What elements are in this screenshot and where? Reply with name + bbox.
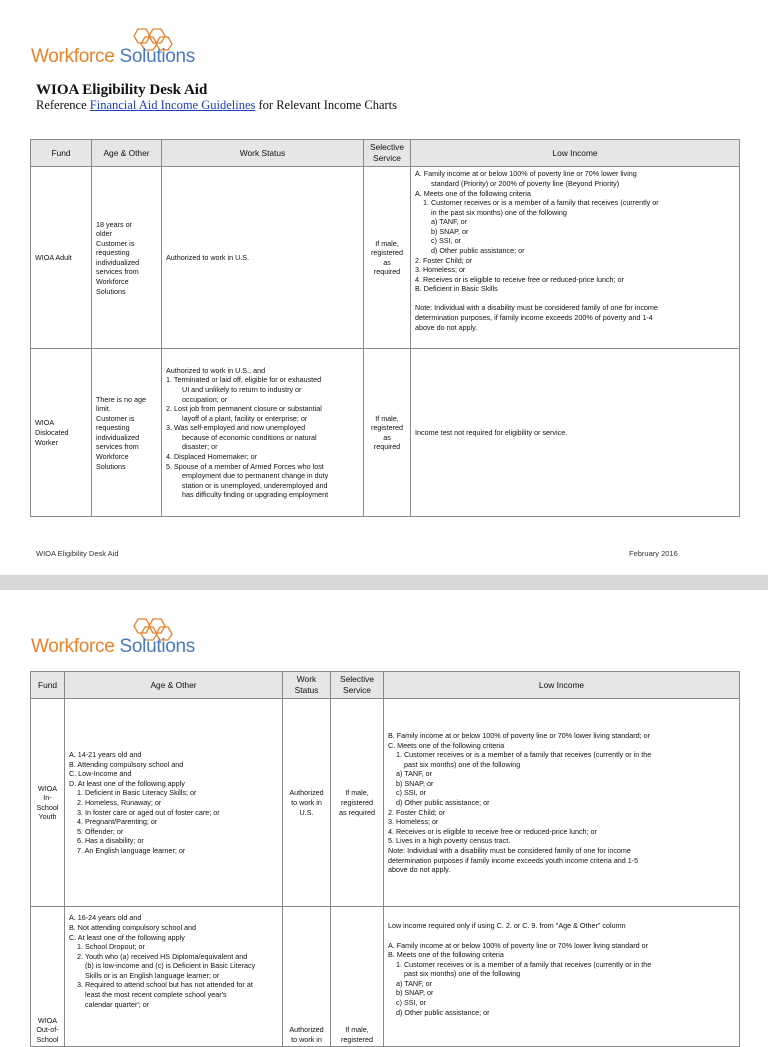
- cell-fund: WIOA Adult: [31, 167, 92, 349]
- text-line: determination purposes if family income exceeds youth income criteria and 1-5: [388, 855, 639, 865]
- logo-wordmark: [31, 636, 195, 658]
- header-age: Age & Other: [65, 672, 283, 699]
- text-line: There is no age: [96, 394, 146, 404]
- cell-work-status: Authorized to work in U.S.: [162, 167, 364, 349]
- header-selective-service: [331, 672, 384, 699]
- table-header-row: [31, 672, 740, 699]
- text-line: b) SNAP, or: [396, 778, 434, 788]
- text-line: If male,: [345, 788, 369, 798]
- text-line: c) SSI, or: [431, 236, 461, 246]
- text-line: Solutions: [96, 286, 126, 296]
- text-line: registered: [371, 248, 403, 258]
- text-line: Status: [294, 685, 319, 696]
- text-line: A. 16-24 years old and: [69, 913, 142, 923]
- text-line: Out-of-: [36, 1025, 59, 1035]
- text-line: In-: [43, 793, 52, 803]
- text-line: B. Family income at or below 100% of poverty line or 70% lower living standard; or: [388, 731, 651, 740]
- text-line: d) Other public assistance; or: [396, 1007, 490, 1017]
- text-line: Youth: [38, 812, 57, 822]
- text-line: B. Attending compulsory school and: [69, 759, 184, 769]
- text-line: Workforce: [96, 452, 129, 461]
- logo-wordmark: [31, 46, 195, 68]
- text-line: calendar quarter'; or: [85, 999, 150, 1009]
- text-line: 3. Was self-employed and now unemployed: [166, 423, 306, 433]
- text-line: station or is unemployed, underemployed and: [182, 480, 328, 490]
- text-line: occupation; or: [182, 394, 228, 404]
- cell-age: [92, 167, 162, 349]
- cell-fund: [31, 349, 92, 517]
- text-line: 6. Has a disability; or: [77, 836, 144, 846]
- text-line: 2. Homeless, Runaway; or: [77, 798, 162, 808]
- header-fund: Fund: [31, 140, 92, 167]
- text-line: has difficulty finding or upgrading employment: [182, 490, 329, 500]
- text-line: services from: [96, 442, 139, 452]
- cell-fund: [31, 907, 65, 1047]
- text-line: standard (Priority) or 200% of poverty line (Beyond Priority): [431, 178, 620, 188]
- text-line: disaster; or: [182, 442, 218, 452]
- text-line: d) Other public assistance; or: [396, 798, 490, 808]
- footer-title: WIOA Eligibility Desk Aid: [36, 549, 119, 558]
- text-line: WIOA: [35, 418, 55, 428]
- text-line: to work in: [291, 1034, 322, 1044]
- text-line: b) SNAP, or: [431, 226, 469, 236]
- text-line: Work: [296, 674, 317, 684]
- text-line: requesting: [96, 248, 130, 258]
- text-line: Service: [373, 153, 401, 164]
- cell-work-status: [283, 699, 331, 907]
- text-line: limit.: [96, 404, 111, 414]
- cell-low-income: Income test not required for eligibility or service.: [411, 349, 740, 517]
- text-line: Solutions: [119, 636, 195, 657]
- cell-selective-service: [364, 167, 411, 349]
- text-line: 2. Foster Child; or: [388, 807, 446, 817]
- header-work-status: [283, 672, 331, 699]
- text-line: 4. Receives or is eligible to receive free or reduced-price lunch; or: [415, 274, 624, 284]
- text-line: to work in: [291, 798, 322, 808]
- text-line: Authorized: [289, 1025, 324, 1035]
- document-subtitle: [36, 98, 397, 113]
- text-line: Service: [343, 685, 371, 696]
- text-line: 1. Customer receives or is a member of a family that receives (currently or in the: [396, 959, 652, 969]
- text-line: 3. Required to attend school but has not attended for at: [77, 980, 253, 990]
- cell-fund: [31, 699, 65, 907]
- text-line: If male,: [345, 1025, 369, 1035]
- text-line: requesting: [96, 423, 130, 433]
- text-line: individualized: [96, 432, 140, 442]
- text-line: 5. Spouse of a member of Armed Forces who lost: [166, 461, 324, 471]
- text-line: d) Other public assistance; or: [431, 245, 525, 255]
- text-line: C. Low-Income and: [69, 769, 132, 779]
- text-line: B. Meets one of the following criteria: [388, 950, 504, 960]
- cell-selective-service: [331, 699, 384, 907]
- text-line: Note: Individual with a disability must be considered family of one for income: [415, 303, 658, 313]
- table-row-wioa-adult: [31, 167, 740, 349]
- text-line: Workforce: [31, 636, 115, 657]
- text-line: Skills or is an English language learner; or: [85, 970, 220, 980]
- text-line: Workforce: [31, 46, 115, 67]
- cell-low-income: [384, 699, 740, 907]
- cell-low-income: [384, 907, 740, 1047]
- text-line: above do not apply.: [415, 322, 478, 332]
- cell-age: [65, 699, 283, 907]
- text-line: a) TANF, or: [396, 978, 433, 988]
- text-line: required: [373, 442, 401, 452]
- text-line: c) SSI, or: [396, 788, 426, 798]
- text-line: past six months) one of the following: [404, 969, 521, 979]
- text-line: as: [383, 432, 391, 442]
- text-line: U.S.: [299, 807, 314, 817]
- text-line: determination purposes, if family income exceeds 200% of poverty and 1-4: [415, 313, 653, 323]
- text-line: If male,: [375, 238, 399, 248]
- header-work-status: Work Status: [162, 140, 364, 167]
- text-line: Workforce: [96, 277, 129, 286]
- text-line: as: [383, 257, 391, 267]
- text-line: employment due to permanent change in duty: [182, 471, 329, 481]
- eligibility-table-youth: [30, 671, 740, 1047]
- footer-date: February 2016: [629, 549, 678, 558]
- text-line: A. Meets one of the following criteria: [415, 188, 531, 198]
- text-line: above do not apply.: [388, 865, 451, 875]
- text-line: B. Not attending compulsory school and: [69, 922, 197, 932]
- text-line: 1. School Dropout; or: [77, 942, 145, 952]
- cell-work-status: [283, 907, 331, 1047]
- text-line: A. 14-21 years old and: [69, 750, 142, 760]
- text-line: B. Deficient in Basic Skills: [415, 284, 498, 294]
- text-line: 3. Homeless; or: [415, 265, 466, 275]
- text-line: School: [36, 1034, 59, 1044]
- table-row-wioa-dislocated-worker: [31, 349, 740, 517]
- eligibility-table-adult-dislocated: [30, 139, 740, 517]
- document-title: WIOA Eligibility Desk Aid: [36, 82, 208, 98]
- text-line: Authorized to work in U.S., and: [166, 365, 266, 375]
- cell-selective-service: [364, 349, 411, 517]
- text-line: D. At least one of the following apply: [69, 778, 185, 788]
- text-line: WIOA: [37, 1015, 58, 1025]
- header-low-income: Low Income: [411, 140, 740, 167]
- cell-selective-service: [331, 907, 384, 1047]
- text-line: 1. Customer receives or is a member of a family that receives (currently or in the: [396, 750, 652, 760]
- text-line: registered: [341, 1034, 373, 1044]
- text-line: A. Family income at or below 100% of poverty line or 70% lower living: [415, 169, 637, 179]
- text-line: past six months) one of the following: [404, 759, 521, 769]
- text-line: (b) is low-income and (c) is Deficient in Basic Literacy: [85, 961, 256, 971]
- text-line: a) TANF, or: [431, 217, 468, 227]
- header-low-income: Low Income: [384, 672, 740, 699]
- text-line: in the past six months) one of the following: [431, 207, 567, 217]
- text-line: UI and unlikely to return to industry or: [182, 384, 302, 394]
- text-line: Note: Individual with a disability must be considered family of one for income: [388, 845, 631, 855]
- text-line: Authorized: [289, 788, 324, 798]
- text-line: If male,: [375, 413, 399, 423]
- text-line: services from: [96, 267, 139, 277]
- text-line: A. Family income at or below 100% of poverty line or 70% lower living standard or: [388, 940, 649, 950]
- text-line: 3. Homeless; or: [388, 817, 439, 827]
- text-line: 5. Lives in a high poverty census tract.: [388, 836, 511, 846]
- text-line: older: [96, 229, 112, 239]
- text-line: a) TANF, or: [396, 769, 433, 779]
- text-line: 2. Youth who (a) received HS Diploma/equivalent and: [77, 951, 248, 961]
- page-2: [0, 590, 768, 1044]
- text-line: 3. In foster care or aged out of foster care; or: [77, 807, 220, 817]
- text-line: Solutions: [96, 461, 126, 471]
- text-line: 7. An English language learner; or: [77, 845, 186, 855]
- table-header-row: [31, 140, 740, 167]
- text-line: 4. Displaced Homemaker; or: [166, 452, 258, 461]
- workforce-solutions-logo: [31, 28, 231, 68]
- workforce-solutions-logo: [31, 618, 231, 658]
- text-line: registered: [371, 423, 403, 433]
- text-line: Reference: [36, 98, 87, 112]
- text-line: 4. Pregnant/Parenting; or: [77, 817, 158, 827]
- text-line: required: [373, 267, 401, 277]
- financial-aid-link[interactable]: Financial Aid Income Guidelines: [89, 98, 256, 112]
- table-row-wioa-in-school-youth: [31, 699, 740, 907]
- text-line: b) SNAP, or: [396, 988, 434, 998]
- header-selective-service: [364, 140, 411, 167]
- text-line: 1. Terminated or laid off, eligible for or exhausted: [166, 375, 322, 385]
- text-line: 18 years or: [96, 219, 132, 229]
- text-line: c) SSI, or: [396, 997, 426, 1007]
- text-line: Selective: [370, 142, 404, 152]
- text-line: for Relevant Income Charts: [258, 98, 397, 112]
- text-line: because of economic conditions or natural: [182, 432, 317, 442]
- header-age: Age & Other: [92, 140, 162, 167]
- text-line: Selective: [340, 674, 374, 684]
- text-line: 1. Customer receives or is a member of a family that receives (currently or: [423, 198, 659, 208]
- cell-low-income: [411, 167, 740, 349]
- text-line: School: [36, 802, 59, 812]
- text-line: Customer is: [96, 238, 135, 248]
- text-line: layoff of a plant, facility or enterprise; or: [182, 413, 308, 423]
- text-line: Low income required only if using C. 2. or C. 9. from "Age & Other" column: [388, 921, 626, 931]
- text-line: 2. Lost job from permanent closure or substantial: [166, 404, 322, 414]
- text-line: 1. Deficient in Basic Literacy Skills; or: [77, 788, 197, 798]
- page-separator: [0, 575, 768, 590]
- text-line: 4. Receives or is eligible to receive free or reduced-price lunch; or: [388, 826, 597, 836]
- cell-work-status: [162, 349, 364, 517]
- text-line: 2. Foster Child; or: [415, 255, 473, 265]
- text-line: WIOA: [37, 783, 58, 793]
- text-line: Worker: [35, 437, 59, 447]
- text-line: least the most recent complete school year's: [85, 989, 227, 999]
- text-line: individualized: [96, 257, 140, 267]
- text-line: C. At least one of the following apply: [69, 932, 185, 942]
- text-line: Customer is: [96, 413, 135, 423]
- cell-age: [65, 907, 283, 1047]
- cell-age: [92, 349, 162, 517]
- text-line: 5. Offender; or: [77, 826, 124, 836]
- text-line: Dislocated: [35, 428, 69, 438]
- header-fund: Fund: [31, 672, 65, 699]
- text-line: as required: [339, 807, 375, 817]
- table-row-wioa-out-of-school-youth: [31, 907, 740, 1047]
- text-line: registered: [341, 798, 373, 808]
- text-line: C. Meets one of the following criteria: [388, 740, 505, 750]
- text-line: Solutions: [119, 46, 195, 67]
